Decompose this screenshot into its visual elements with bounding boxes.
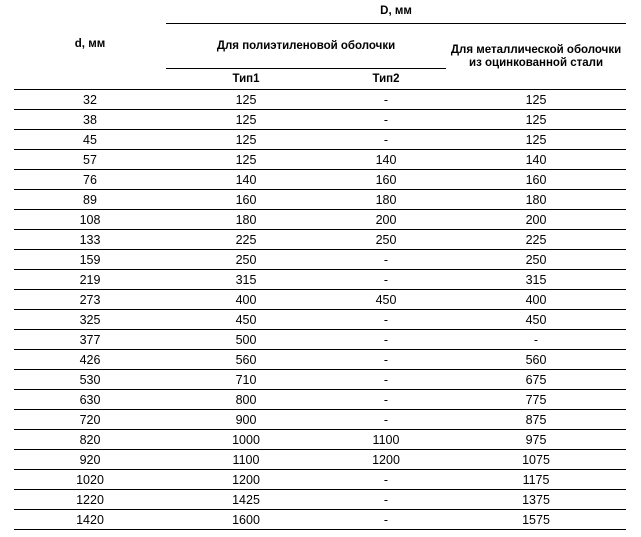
cell-type2: - bbox=[326, 250, 446, 270]
cell-d: 57 bbox=[14, 150, 166, 170]
cell-metal: 315 bbox=[446, 270, 626, 290]
cell-type1: 500 bbox=[166, 330, 326, 350]
cell-metal: 125 bbox=[446, 110, 626, 130]
cell-type2: 1100 bbox=[326, 430, 446, 450]
table-row bbox=[14, 290, 626, 310]
cell-d: 32 bbox=[14, 90, 166, 110]
cell-metal: 140 bbox=[446, 150, 626, 170]
cell-type2: - bbox=[326, 110, 446, 130]
table-row bbox=[14, 510, 626, 530]
cell-d: 219 bbox=[14, 270, 166, 290]
cell-metal: 1075 bbox=[446, 450, 626, 470]
cell-metal: 560 bbox=[446, 350, 626, 370]
cell-type1: 140 bbox=[166, 170, 326, 190]
dimensions-table bbox=[14, 0, 626, 530]
table-header bbox=[14, 0, 626, 90]
cell-metal: 975 bbox=[446, 430, 626, 450]
cell-type1: 125 bbox=[166, 110, 326, 130]
cell-d: 1420 bbox=[14, 510, 166, 530]
cell-d: 108 bbox=[14, 210, 166, 230]
cell-d: 720 bbox=[14, 410, 166, 430]
cell-type1: 250 bbox=[166, 250, 326, 270]
cell-metal: 675 bbox=[446, 370, 626, 390]
cell-type2: - bbox=[326, 270, 446, 290]
cell-metal: 180 bbox=[446, 190, 626, 210]
cell-metal: 160 bbox=[446, 170, 626, 190]
cell-metal: 875 bbox=[446, 410, 626, 430]
cell-type1: 710 bbox=[166, 370, 326, 390]
table-row bbox=[14, 430, 626, 450]
cell-type1: 900 bbox=[166, 410, 326, 430]
cell-type2: - bbox=[326, 470, 446, 490]
cell-metal: 1375 bbox=[446, 490, 626, 510]
cell-type2: 250 bbox=[326, 230, 446, 250]
table-row bbox=[14, 310, 626, 330]
cell-type2: - bbox=[326, 310, 446, 330]
cell-metal: 225 bbox=[446, 230, 626, 250]
cell-metal: 1575 bbox=[446, 510, 626, 530]
cell-metal: 400 bbox=[446, 290, 626, 310]
table-row bbox=[14, 170, 626, 190]
table-row bbox=[14, 270, 626, 290]
cell-type2: 180 bbox=[326, 190, 446, 210]
table-row bbox=[14, 470, 626, 490]
cell-type2: - bbox=[326, 90, 446, 110]
table-row bbox=[14, 370, 626, 390]
table-row bbox=[14, 110, 626, 130]
cell-d: 630 bbox=[14, 390, 166, 410]
cell-d: 1020 bbox=[14, 470, 166, 490]
cell-type2: 200 bbox=[326, 210, 446, 230]
table-row bbox=[14, 410, 626, 430]
cell-type2: - bbox=[326, 330, 446, 350]
cell-metal: 250 bbox=[446, 250, 626, 270]
cell-type2: 1200 bbox=[326, 450, 446, 470]
cell-type2: - bbox=[326, 510, 446, 530]
table-body bbox=[14, 90, 626, 530]
table-row bbox=[14, 210, 626, 230]
cell-type2: 160 bbox=[326, 170, 446, 190]
cell-type1: 125 bbox=[166, 130, 326, 150]
table-row bbox=[14, 330, 626, 350]
cell-type1: 1100 bbox=[166, 450, 326, 470]
cell-d: 89 bbox=[14, 190, 166, 210]
cell-type2: 450 bbox=[326, 290, 446, 310]
table-row bbox=[14, 90, 626, 110]
cell-type1: 1000 bbox=[166, 430, 326, 450]
cell-d: 1220 bbox=[14, 490, 166, 510]
cell-type1: 125 bbox=[166, 90, 326, 110]
cell-d: 45 bbox=[14, 130, 166, 150]
cell-type2: - bbox=[326, 370, 446, 390]
cell-type1: 225 bbox=[166, 230, 326, 250]
table-row bbox=[14, 130, 626, 150]
cell-metal: - bbox=[446, 330, 626, 350]
cell-d: 76 bbox=[14, 170, 166, 190]
cell-type1: 1600 bbox=[166, 510, 326, 530]
cell-type1: 560 bbox=[166, 350, 326, 370]
table-row bbox=[14, 250, 626, 270]
cell-type2: - bbox=[326, 130, 446, 150]
cell-type2: 140 bbox=[326, 150, 446, 170]
cell-metal: 125 bbox=[446, 90, 626, 110]
cell-d: 820 bbox=[14, 430, 166, 450]
cell-d: 920 bbox=[14, 450, 166, 470]
table-row bbox=[14, 450, 626, 470]
table-row bbox=[14, 230, 626, 250]
cell-type1: 800 bbox=[166, 390, 326, 410]
cell-d: 325 bbox=[14, 310, 166, 330]
cell-type2: - bbox=[326, 490, 446, 510]
cell-metal: 1175 bbox=[446, 470, 626, 490]
table-row bbox=[14, 390, 626, 410]
cell-type1: 160 bbox=[166, 190, 326, 210]
header-type1: Тип1 bbox=[166, 69, 326, 90]
header-metal: Для металлической оболочки из оцинкованной стали bbox=[446, 24, 626, 90]
cell-d: 159 bbox=[14, 250, 166, 270]
cell-type1: 125 bbox=[166, 150, 326, 170]
cell-d: 38 bbox=[14, 110, 166, 130]
cell-d: 377 bbox=[14, 330, 166, 350]
cell-type2: - bbox=[326, 350, 446, 370]
header-polyethylene: Для полиэтиленовой оболочки bbox=[166, 24, 446, 69]
cell-type1: 315 bbox=[166, 270, 326, 290]
cell-type2: - bbox=[326, 410, 446, 430]
cell-d: 133 bbox=[14, 230, 166, 250]
header-type2: Тип2 bbox=[326, 69, 446, 90]
cell-d: 273 bbox=[14, 290, 166, 310]
cell-type1: 450 bbox=[166, 310, 326, 330]
cell-metal: 450 bbox=[446, 310, 626, 330]
cell-type1: 1200 bbox=[166, 470, 326, 490]
cell-d: 426 bbox=[14, 350, 166, 370]
cell-type1: 180 bbox=[166, 210, 326, 230]
cell-metal: 125 bbox=[446, 130, 626, 150]
cell-type1: 400 bbox=[166, 290, 326, 310]
table-row bbox=[14, 490, 626, 510]
table-row bbox=[14, 350, 626, 370]
header-d: d, мм bbox=[14, 0, 166, 90]
table-row bbox=[14, 190, 626, 210]
header-D: D, мм bbox=[166, 0, 626, 24]
cell-type1: 1425 bbox=[166, 490, 326, 510]
cell-type2: - bbox=[326, 390, 446, 410]
table-row bbox=[14, 150, 626, 170]
cell-d: 530 bbox=[14, 370, 166, 390]
cell-metal: 775 bbox=[446, 390, 626, 410]
cell-metal: 200 bbox=[446, 210, 626, 230]
